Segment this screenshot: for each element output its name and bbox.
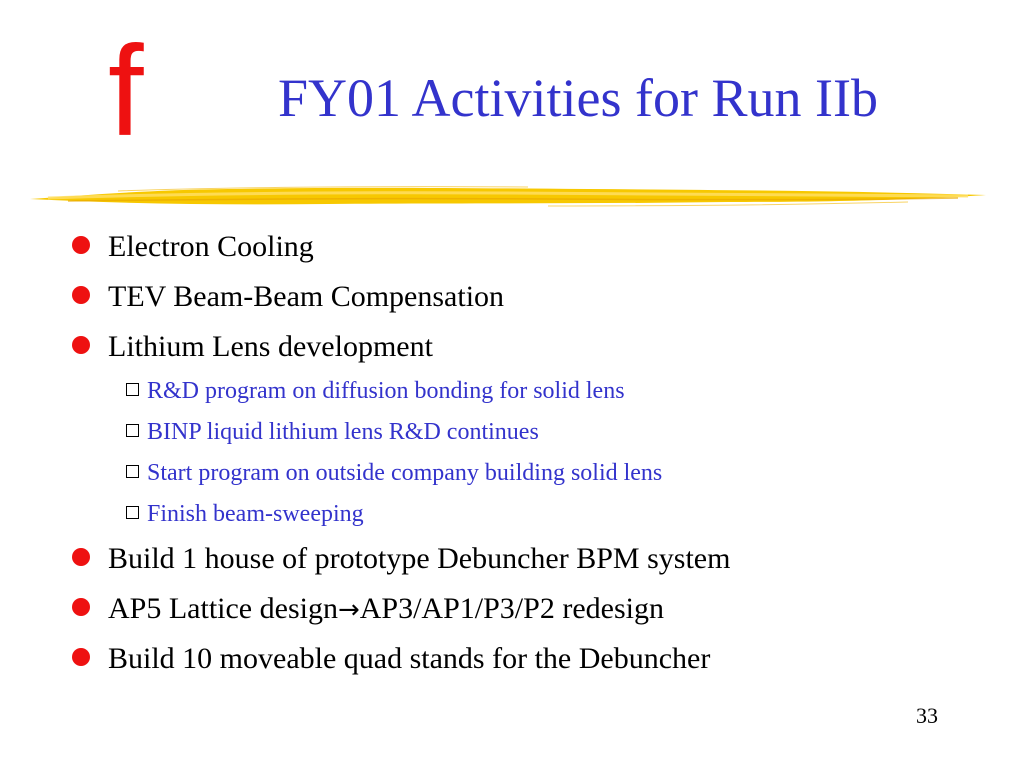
bullet-dot-icon xyxy=(72,286,90,304)
bullet-text: AP5 Lattice design xyxy=(108,592,338,625)
bullet-item xyxy=(72,279,504,315)
bullet-text: AP3/AP1/P3/P2 redesign xyxy=(359,592,664,625)
checkbox-square-icon xyxy=(126,424,139,437)
sub-bullet-text: Finish beam-sweeping xyxy=(147,501,364,527)
fermilab-logo: f xyxy=(108,20,144,163)
bullet-item xyxy=(72,229,314,265)
bullet-dot-icon xyxy=(72,548,90,566)
bullet-text: Electron Cooling xyxy=(108,230,314,263)
bullet-item xyxy=(72,541,730,577)
sub-bullet-item xyxy=(126,417,539,447)
sub-bullet-item xyxy=(126,376,625,406)
bullet-item xyxy=(72,329,433,365)
checkbox-square-icon xyxy=(126,465,139,478)
title-underline-brushstroke xyxy=(28,178,988,218)
bullet-dot-icon xyxy=(72,236,90,254)
sub-bullet-item xyxy=(126,458,662,488)
page-number: 33 xyxy=(916,703,938,728)
checkbox-square-icon xyxy=(126,506,139,519)
sub-bullet-text: Start program on outside company building solid lens xyxy=(147,460,663,486)
bullet-dot-icon xyxy=(72,648,90,666)
checkbox-square-icon xyxy=(126,383,139,396)
bullet-text: Build 10 moveable quad stands for the Debuncher xyxy=(108,642,711,675)
bullet-item xyxy=(72,591,664,628)
right-arrow-icon: → xyxy=(337,595,360,625)
sub-bullet-item xyxy=(126,499,364,529)
bullet-text: Lithium Lens development xyxy=(108,330,433,363)
slide-title: FY01 Activities for Run IIb xyxy=(278,68,878,128)
bullet-text: TEV Beam-Beam Compensation xyxy=(108,280,505,313)
bullet-dot-icon xyxy=(72,336,90,354)
bullet-dot-icon xyxy=(72,598,90,616)
sub-bullet-text: R&D program on diffusion bonding for solid lens xyxy=(147,378,625,404)
bullet-item xyxy=(72,641,710,677)
sub-bullet-text: BINP liquid lithium lens R&D continues xyxy=(147,419,539,445)
bullet-text: Build 1 house of prototype Debuncher BPM system xyxy=(108,542,731,575)
